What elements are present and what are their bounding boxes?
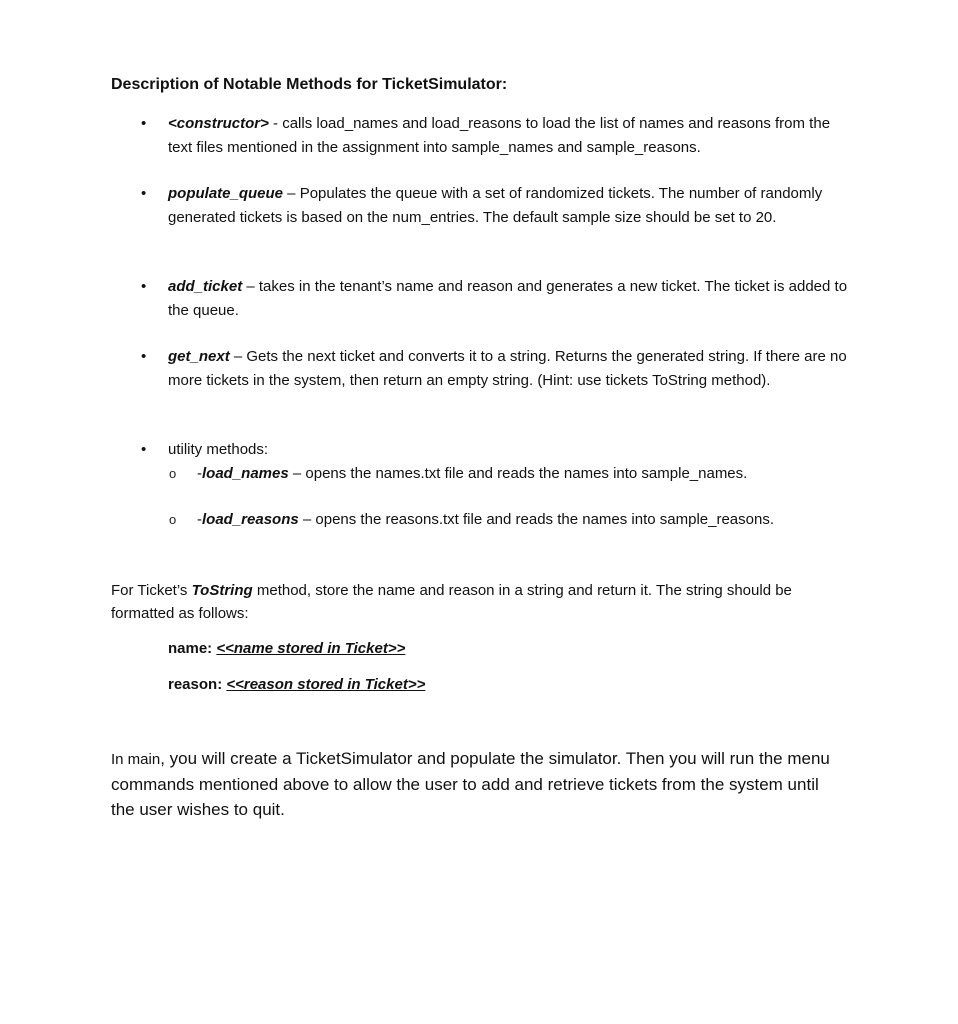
paragraph-text: For Ticket’s [111,582,192,599]
method-name: <constructor> [168,115,269,132]
method-description: – Populates the queue with a set of randomized tickets. The number of randomly generated tickets is based on the num_entries. The default sample size should be set to 20. [168,185,823,226]
bullet-icon: • [141,115,147,132]
list-item-add-ticket [168,275,858,322]
method-description: – takes in the tenant’s name and reason and generates a new ticket. The ticket is added to the queue. [168,278,848,319]
list-item-populate-queue [168,182,858,229]
list-item-utility-methods [168,438,858,462]
sub-bullet-icon: o [169,466,177,481]
format-value: <<name stored in Ticket>> [216,640,406,657]
method-name: populate_queue [168,185,284,202]
format-label: name: [168,640,217,657]
section-heading: Description of Notable Methods for TicketSimulator: [111,76,508,93]
bullet-icon: • [141,278,147,295]
list-item-constructor [168,112,858,159]
method-description: - calls load_names and load_reasons to load the list of names and reasons from the text files mentioned in the assignment into sample_names and sample_reasons. [168,115,831,156]
sub-list-item-load-names [197,462,857,485]
bullet-icon: • [141,441,147,458]
paragraph-text: , you will create a TicketSimulator and populate the simulator. Then you will run the menu commands mentioned above to allow the user to add and retrieve tickets from the system until the user wishes to quit. [111,749,830,819]
sub-list-item-load-reasons [197,508,857,531]
paragraph-text: method, store the name and reason in a string and return it. The string should be formatted as follows: [111,582,792,622]
format-line-reason [168,676,425,693]
main-paragraph [111,746,841,822]
bullet-icon: • [141,348,147,365]
format-line-name [168,640,405,657]
format-value: <<reason stored in Ticket>> [226,676,426,693]
bullet-icon: • [141,185,147,202]
method-name: load_names [202,465,289,482]
tostring-paragraph [111,579,856,625]
sub-prefix: - [197,511,202,528]
paragraph-lead: In main [111,751,161,768]
method-description: – Gets the next ticket and converts it to a string. Returns the generated string. If there are no more tickets in the system, then return an empty string. (Hint: use tickets ToString method). [168,348,847,389]
method-name: ToString [191,582,253,599]
method-name: get_next [168,348,230,365]
method-description: – opens the names.txt file and reads the names into sample_names. [288,465,748,482]
list-item-get-next [168,345,858,392]
utility-label: utility methods: [168,441,269,458]
sub-bullet-icon: o [169,512,177,527]
method-description: – opens the reasons.txt file and reads the names into sample_reasons. [298,511,775,528]
format-label: reason: [168,676,227,693]
method-name: load_reasons [202,511,299,528]
method-name: add_ticket [168,278,243,295]
sub-prefix: - [197,465,202,482]
